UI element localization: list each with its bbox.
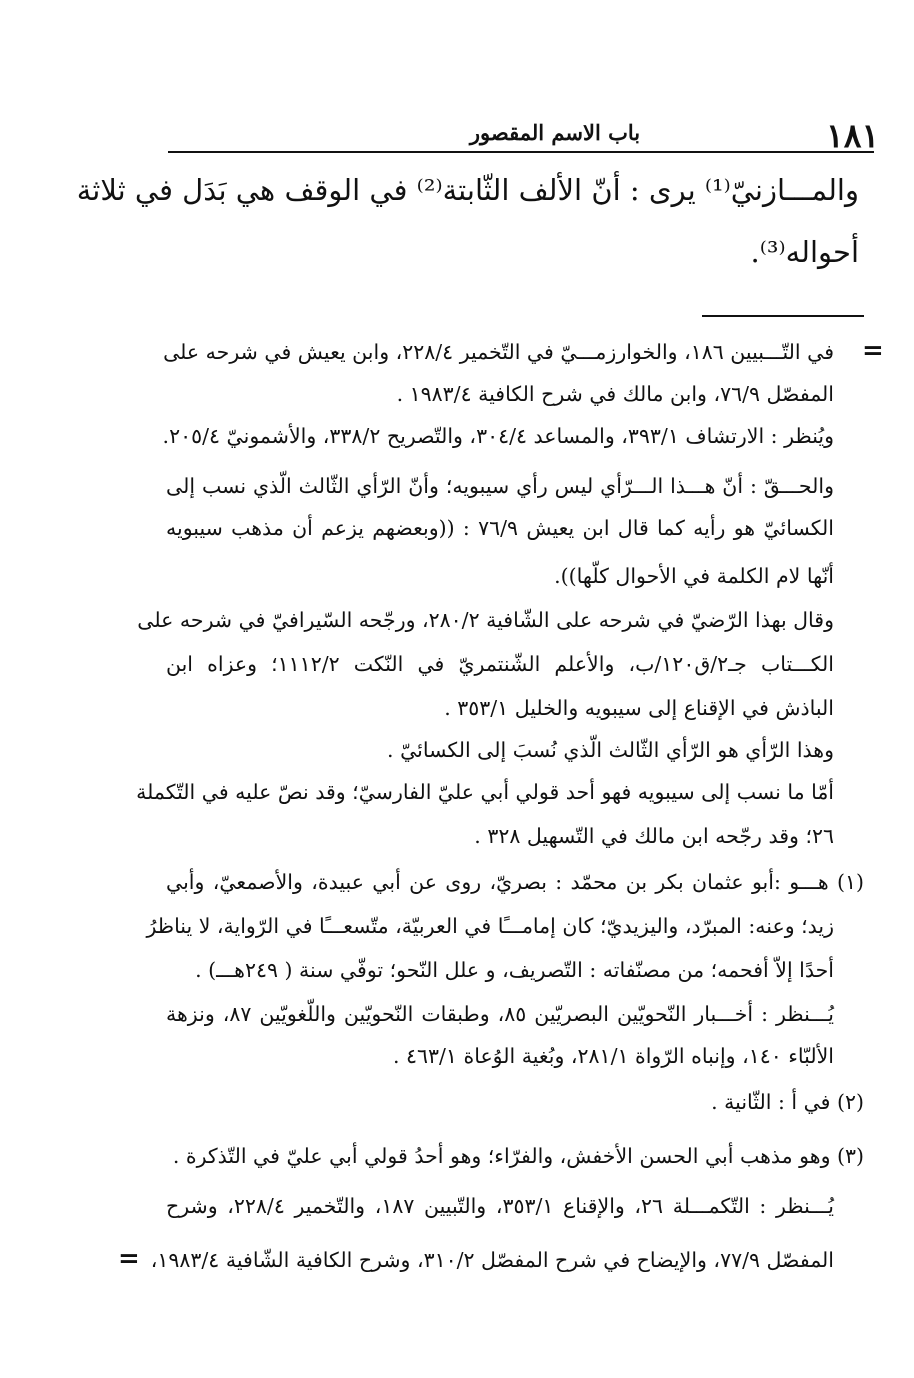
header-divider bbox=[168, 151, 874, 153]
footnote-continued-line: وقال بهذا الرّضيّ في شرحه على الشّافية ٢٨٠/٢، ورجّحه السّيرافيّ في شرحه على bbox=[137, 608, 834, 632]
footnote-continued-line: أنّها لام الكلمة في الأحوال كلّها)). bbox=[554, 564, 834, 588]
footnote-continued-line: المفصّل ٧٦/٩، وابن مالك في شرح الكافية ١٩٨٣/٤ . bbox=[396, 382, 834, 406]
continuation-mark-bottom: = bbox=[118, 1244, 140, 1274]
footnote-continued-line: والحـــقّ : أنّ هـــذا الـــرّأي ليس رأي سيبويه؛ وأنّ الرّأي الثّالث الّذي نسب إلى bbox=[166, 474, 834, 498]
footnote-continued-line: وهذا الرّأي هو الرّأي الثّالث الّذي نُسبَ إلى الكسائيّ . bbox=[387, 738, 834, 762]
footnote-3-line: يُـــنظر : التّكمـــلة ٢٦، والإقناع ٣٥٣/١، والتّبيين ١٨٧، والتّخمير ٢٢٨/٤، وشرح bbox=[166, 1194, 835, 1218]
footnote-continued-line: الكـــتاب جـ٢/ق١٢٠/ب، والأعلم الشّنتمريّ في النّكت ١١١٢/٢؛ وعزاه ابن bbox=[166, 652, 834, 676]
chapter-title: باب الاسم المقصور bbox=[469, 120, 641, 145]
footnote-continued-line: أمّا ما نسب إلى سيبويه فهو أحد قولي أبي عليّ الفارسيّ؛ وقد نصّ عليه في التّكملة bbox=[136, 780, 834, 804]
main-text-line-1: والمـــازنيّ⁽¹⁾ يرى : أنّ الألف الثّابتة⁽²⁾ في الوقف هي بَدَل في ثلاثة bbox=[76, 173, 859, 207]
footnote-2: (٢) في أ : الثّانية . bbox=[711, 1090, 864, 1114]
page-number: ١٨١ bbox=[826, 116, 880, 155]
footnote-continued-line: في التّـــبيين ١٨٦، والخوارزمـــيّ في التّخمير ٢٢٨/٤، وابن يعيش في شرحه على bbox=[163, 340, 834, 364]
continuation-mark-top: = bbox=[862, 336, 884, 366]
footnote-1-line: يُـــنظر : أخـــبار النّحويّين البصريّين ٨٥، وطبقات النّحويّين واللّغويّين ٨٧، ونزهة bbox=[166, 1002, 834, 1026]
footnote-divider bbox=[702, 315, 864, 317]
footnote-1-line: أحدًا إلاّ أفحمه؛ من مصنّفاته : التّصريف، و علل النّحو؛ توفّي سنة ( ٢٤٩هـــ) . bbox=[195, 958, 834, 982]
main-text-line-2: أحواله⁽³⁾. bbox=[750, 235, 859, 269]
footnote-3-line: المفصّل ٧٧/٩، والإيضاح في شرح المفصّل ٣١٠/٢، وشرح الكافية الشّافية ١٩٨٣/٤، bbox=[150, 1248, 834, 1272]
footnote-continued-line: الكسائيّ هو رأيه كما قال ابن يعيش ٧٦/٩ : ((وبعضهم يزعم أن مذهب سيبويه bbox=[166, 516, 834, 540]
footnote-continued-line: ويُنظر : الارتشاف ٣٩٣/١، والمساعد ٣٠٤/٤، والتّصريح ٣٣٨/٢، والأشمونيّ ٢٠٥/٤. bbox=[162, 424, 834, 448]
footnote-3-line: (٣) وهو مذهب أبي الحسن الأخفش، والفرّاء؛ وهو أحدُ قولي أبي عليّ في التّذكرة . bbox=[172, 1144, 864, 1168]
footnote-1-line: زيد؛ وعنه: المبرّد، واليزيديّ؛ كان إمامـــًا في العربيّة، متّسعـــًا في الرّواية، لا يناظرُ bbox=[146, 914, 834, 938]
footnote-continued-line: ٢٦؛ وقد رجّحه ابن مالك في التّسهيل ٣٢٨ . bbox=[474, 824, 834, 848]
footnote-continued-line: الباذش في الإقناع إلى سيبويه والخليل ٣٥٣/١ . bbox=[444, 696, 834, 720]
footnote-1-line: (١) هـــو :أبو عثمان بكر بن محمّد : بصريّ، روى عن أبي عبيدة، والأصمعيّ، وأبي bbox=[166, 870, 864, 894]
footnote-1-line: الألبّاء ١٤٠، وإنباه الرّواة ٢٨١/١، وبُغية الوُعاة ٤٦٣/١ . bbox=[392, 1044, 834, 1068]
